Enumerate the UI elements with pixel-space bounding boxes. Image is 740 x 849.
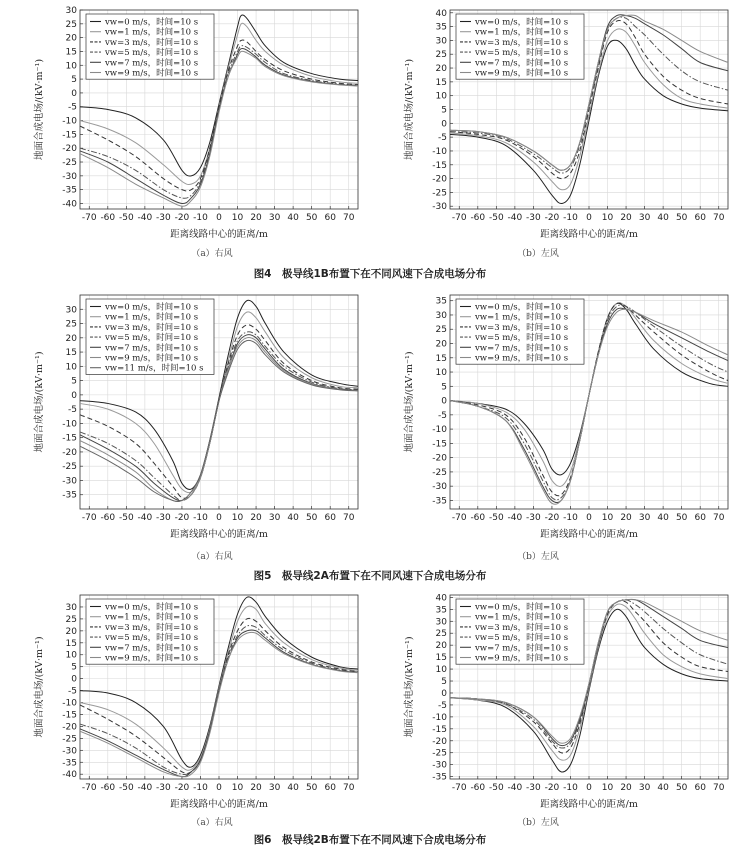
x-tick-label: 40 (657, 783, 669, 793)
y-tick-label: 0 (71, 390, 77, 401)
x-tick-label: 0 (216, 213, 222, 223)
x-axis-label: 距离线路中心的距离/m (170, 529, 268, 540)
y-tick-label: 10 (65, 362, 77, 373)
x-tick-label: 30 (268, 213, 281, 223)
chart-svg (0, 0, 370, 245)
x-tick-label: -10 (193, 783, 208, 793)
x-tick-label: 60 (324, 783, 336, 793)
legend-label: vw=5 m/s，时间=10 s (105, 633, 199, 644)
y-tick-label: -30 (432, 760, 447, 771)
x-tick-label: 30 (268, 513, 281, 523)
x-tick-label: -70 (81, 213, 97, 223)
y-tick-label: -35 (62, 758, 77, 769)
y-tick-label: 25 (435, 629, 447, 640)
chart-svg (0, 285, 370, 545)
x-tick-label: -50 (488, 513, 504, 523)
legend-label: vw=1 m/s，时间=10 s (105, 27, 199, 38)
x-tick-label: -40 (507, 783, 523, 793)
y-tick-label: -30 (62, 171, 77, 182)
legend-label: vw=11 m/s，时间=10 s (105, 363, 204, 374)
legend-label: vw=5 m/s，时间=10 s (475, 48, 569, 59)
y-axis-label: 地面合成电场/(kV·m⁻¹) (34, 58, 45, 161)
x-tick-label: 50 (675, 213, 688, 223)
y-tick-label: -20 (432, 736, 447, 747)
legend-label: vw=0 m/s，时间=10 s (475, 602, 569, 613)
legend-label: vw=9 m/s，时间=10 s (105, 653, 199, 664)
x-tick-label: 40 (657, 513, 669, 523)
legend-label: vw=5 m/s，时间=10 s (475, 633, 569, 644)
x-tick-label: -20 (174, 783, 190, 793)
y-tick-label: 0 (441, 688, 447, 699)
y-tick-label: 0 (441, 119, 447, 130)
y-tick-label: -20 (432, 174, 447, 185)
legend-label: vw=7 m/s，时间=10 s (105, 58, 199, 69)
y-tick-label: -25 (62, 158, 77, 169)
x-tick-label: -50 (488, 213, 504, 223)
legend-label: vw=0 m/s，时间=10 s (105, 17, 199, 28)
y-tick-label: 5 (71, 376, 77, 387)
y-tick-label: -5 (68, 405, 77, 416)
legend-label: vw=5 m/s，时间=10 s (475, 333, 569, 344)
x-tick-label: 50 (305, 213, 318, 223)
chart-panel (370, 585, 740, 815)
chart-panel (0, 585, 370, 815)
y-tick-label: -25 (62, 462, 77, 473)
x-tick-label: 60 (324, 213, 336, 223)
y-tick-label: -20 (62, 722, 77, 733)
y-tick-label: 15 (65, 638, 77, 649)
x-tick-label: -20 (174, 213, 190, 223)
y-tick-label: -35 (62, 490, 77, 501)
x-tick-label: 0 (586, 513, 592, 523)
x-tick-label: -30 (526, 513, 541, 523)
x-axis-label: 距离线路中心的距离/m (540, 529, 638, 540)
x-tick-label: 50 (305, 513, 318, 523)
x-tick-label: 10 (231, 783, 244, 793)
chart-svg (370, 585, 740, 815)
y-tick-label: -25 (432, 748, 447, 759)
legend-label: vw=3 m/s，时间=10 s (475, 322, 569, 333)
legend-label: vw=9 m/s，时间=10 s (105, 68, 199, 79)
x-tick-label: 20 (250, 513, 262, 523)
y-axis-label: 地面合成电场/(kV·m⁻¹) (34, 351, 45, 453)
x-tick-label: -60 (100, 783, 116, 793)
x-tick-label: -70 (451, 513, 467, 523)
y-tick-label: 10 (435, 665, 447, 676)
x-axis-label: 距离线路中心的距离/m (540, 799, 638, 810)
x-tick-label: 50 (675, 783, 688, 793)
x-tick-label: 0 (216, 783, 222, 793)
x-tick-label: 70 (713, 213, 725, 223)
y-tick-label: -15 (432, 724, 447, 735)
x-tick-label: -30 (156, 513, 171, 523)
x-tick-label: 10 (601, 783, 614, 793)
x-tick-label: -70 (81, 783, 97, 793)
x-tick-label: -50 (488, 783, 504, 793)
y-tick-label: 30 (435, 310, 447, 321)
legend-label: vw=1 m/s，时间=10 s (475, 612, 569, 623)
figure-6 (0, 585, 740, 849)
y-tick-label: -25 (62, 734, 77, 745)
x-tick-label: -30 (156, 213, 171, 223)
y-tick-label: 20 (435, 64, 447, 75)
y-tick-label: 30 (65, 6, 77, 16)
figure-caption: 图5 极导线2A布置下在不同风速下合成电场分布 (253, 570, 487, 582)
legend-label: vw=7 m/s，时间=10 s (105, 343, 199, 354)
x-tick-label: -50 (118, 513, 134, 523)
chart-panel (370, 0, 740, 245)
y-tick-label: -30 (62, 476, 77, 487)
legend-label: vw=3 m/s，时间=10 s (105, 622, 199, 633)
y-tick-label: -20 (432, 453, 447, 464)
y-tick-label: -10 (62, 116, 77, 127)
legend-label: vw=7 m/s，时间=10 s (105, 643, 199, 654)
x-tick-label: 10 (231, 513, 244, 523)
figure-4 (0, 0, 740, 285)
x-tick-label: -10 (563, 783, 578, 793)
x-tick-label: -10 (193, 213, 208, 223)
chart-panel (0, 285, 370, 545)
subcaption: （a）右风 (191, 552, 233, 562)
legend-label: vw=0 m/s，时间=10 s (475, 302, 569, 313)
x-axis-label: 距离线路中心的距离/m (170, 229, 268, 240)
x-tick-label: 20 (250, 783, 262, 793)
x-tick-label: -10 (193, 513, 208, 523)
y-tick-label: -15 (432, 439, 447, 450)
y-tick-label: 40 (435, 593, 447, 604)
x-tick-label: -50 (118, 783, 134, 793)
y-tick-label: -35 (432, 772, 447, 783)
legend-label: vw=5 m/s，时间=10 s (105, 333, 199, 344)
y-tick-label: -35 (432, 496, 447, 507)
legend-label: vw=3 m/s，时间=10 s (475, 622, 569, 633)
y-tick-label: 15 (435, 653, 447, 664)
y-tick-label: 10 (435, 91, 447, 102)
y-tick-label: -25 (432, 188, 447, 199)
subcaption: （b）左风 (517, 818, 559, 828)
y-tick-label: 0 (71, 88, 77, 99)
x-tick-label: -40 (137, 783, 153, 793)
x-tick-label: -30 (526, 213, 541, 223)
legend-label: vw=9 m/s，时间=10 s (475, 353, 569, 364)
y-tick-label: 25 (65, 614, 77, 625)
y-tick-label: 15 (65, 348, 77, 359)
y-tick-label: 5 (441, 105, 447, 116)
legend-label: vw=5 m/s，时间=10 s (105, 48, 199, 59)
y-tick-label: 15 (65, 47, 77, 58)
y-tick-label: -5 (438, 133, 447, 144)
x-tick-label: -20 (174, 513, 190, 523)
x-tick-label: 70 (713, 513, 725, 523)
x-tick-label: 60 (694, 513, 706, 523)
x-tick-label: -40 (137, 513, 153, 523)
x-tick-label: 20 (620, 783, 632, 793)
y-tick-label: 10 (435, 368, 447, 379)
x-tick-label: 30 (638, 213, 651, 223)
x-tick-label: 50 (305, 783, 318, 793)
y-tick-label: -5 (68, 686, 77, 697)
legend-label: vw=3 m/s，时间=10 s (105, 322, 199, 333)
x-tick-label: -70 (81, 513, 97, 523)
x-tick-label: -60 (100, 213, 116, 223)
chart-panel (0, 0, 370, 245)
x-tick-label: 70 (713, 783, 725, 793)
x-tick-label: -70 (451, 783, 467, 793)
y-tick-label: 35 (435, 22, 447, 33)
y-tick-label: 25 (65, 19, 77, 30)
subcaption: （a）右风 (191, 249, 233, 259)
x-tick-label: 30 (638, 783, 651, 793)
y-tick-label: 40 (435, 8, 447, 19)
y-tick-label: -10 (432, 425, 447, 436)
y-tick-label: -20 (62, 447, 77, 458)
y-tick-label: -25 (432, 467, 447, 478)
x-tick-label: -10 (563, 513, 578, 523)
figure-caption: 图6 极导线2B布置下在不同风速下合成电场分布 (253, 834, 487, 846)
x-tick-label: -60 (470, 513, 486, 523)
y-tick-label: -15 (62, 710, 77, 721)
chart-svg (370, 285, 740, 545)
legend-label: vw=9 m/s，时间=10 s (475, 653, 569, 664)
y-tick-label: 30 (65, 602, 77, 613)
y-tick-label: -10 (432, 146, 447, 157)
x-tick-label: 10 (601, 213, 614, 223)
x-axis-label: 距离线路中心的距离/m (540, 229, 638, 240)
x-tick-label: -40 (507, 213, 523, 223)
subcaption: （b）左风 (517, 552, 559, 562)
x-tick-label: 70 (343, 213, 355, 223)
subcaption: （a）右风 (191, 818, 233, 828)
figure-caption: 图4 极导线1B布置下在不同风速下合成电场分布 (253, 268, 487, 280)
x-tick-label: 40 (287, 213, 299, 223)
y-tick-label: 20 (65, 626, 77, 637)
y-tick-label: -5 (438, 410, 447, 421)
x-tick-label: 10 (601, 513, 614, 523)
legend-label: vw=7 m/s，时间=10 s (475, 343, 569, 354)
y-tick-label: 30 (435, 36, 447, 47)
legend-label: vw=1 m/s，时间=10 s (105, 612, 199, 623)
y-tick-label: -30 (432, 482, 447, 493)
x-axis-label: 距离线路中心的距离/m (170, 799, 268, 810)
x-tick-label: 0 (216, 513, 222, 523)
x-tick-label: 20 (620, 513, 632, 523)
figure-5 (0, 285, 740, 585)
legend-label: vw=3 m/s，时间=10 s (105, 37, 199, 48)
x-tick-label: -20 (544, 783, 560, 793)
x-tick-label: 60 (694, 213, 706, 223)
y-axis-label: 地面合成电场/(kV·m⁻¹) (34, 636, 45, 738)
x-tick-label: 50 (675, 513, 688, 523)
chart-svg (0, 585, 370, 815)
legend-label: vw=0 m/s，时间=10 s (475, 17, 569, 28)
chart-svg (370, 0, 740, 245)
y-tick-label: 35 (435, 296, 447, 307)
y-tick-label: -20 (62, 144, 77, 155)
chart-panel (370, 285, 740, 545)
y-tick-label: 25 (65, 319, 77, 330)
x-tick-label: -10 (563, 213, 578, 223)
y-tick-label: 30 (65, 305, 77, 316)
y-tick-label: 5 (441, 382, 447, 393)
x-tick-label: 70 (343, 783, 355, 793)
y-tick-label: 10 (65, 650, 77, 661)
x-tick-label: 10 (231, 213, 244, 223)
y-tick-label: 20 (65, 333, 77, 344)
y-tick-label: -30 (62, 746, 77, 757)
y-tick-label: 25 (435, 325, 447, 336)
x-tick-label: 30 (268, 783, 281, 793)
y-tick-label: -30 (432, 202, 447, 213)
y-tick-label: -15 (62, 130, 77, 141)
x-tick-label: 60 (694, 783, 706, 793)
x-tick-label: -30 (156, 783, 171, 793)
y-tick-label: 15 (435, 353, 447, 364)
y-tick-label: -40 (62, 199, 77, 210)
y-axis-label: 地面合成电场/(kV·m⁻¹) (404, 58, 415, 161)
y-tick-label: -40 (62, 770, 77, 781)
x-tick-label: 30 (638, 513, 651, 523)
x-tick-label: 60 (324, 513, 336, 523)
y-tick-label: -10 (62, 419, 77, 430)
legend-label: vw=0 m/s，时间=10 s (105, 302, 199, 313)
y-tick-label: 5 (441, 677, 447, 688)
legend-label: vw=1 m/s，时间=10 s (475, 27, 569, 38)
y-tick-label: 20 (65, 33, 77, 44)
y-tick-label: -15 (432, 160, 447, 171)
y-tick-label: 10 (65, 61, 77, 72)
y-tick-label: 20 (435, 339, 447, 350)
y-tick-label: 30 (435, 617, 447, 628)
y-tick-label: -5 (68, 102, 77, 113)
subcaption: （b）左风 (517, 249, 559, 259)
legend-label: vw=7 m/s，时间=10 s (475, 58, 569, 69)
legend-label: vw=1 m/s，时间=10 s (475, 312, 569, 323)
y-tick-label: 35 (435, 605, 447, 616)
x-tick-label: -60 (100, 513, 116, 523)
y-axis-label: 地面合成电场/(kV·m⁻¹) (404, 351, 415, 453)
y-tick-label: -5 (438, 700, 447, 711)
x-tick-label: 0 (586, 213, 592, 223)
x-tick-label: 20 (620, 213, 632, 223)
x-tick-label: -60 (470, 783, 486, 793)
y-tick-label: -35 (62, 185, 77, 196)
x-tick-label: -40 (507, 513, 523, 523)
x-tick-label: -50 (118, 213, 134, 223)
x-tick-label: 40 (287, 513, 299, 523)
x-tick-label: 40 (287, 783, 299, 793)
y-tick-label: 15 (435, 77, 447, 88)
y-tick-label: 5 (71, 662, 77, 673)
y-tick-label: 20 (435, 641, 447, 652)
legend-label: vw=0 m/s，时间=10 s (105, 602, 199, 613)
x-tick-label: -60 (470, 213, 486, 223)
x-tick-label: 20 (250, 213, 262, 223)
x-tick-label: -30 (526, 783, 541, 793)
x-tick-label: -20 (544, 213, 560, 223)
x-tick-label: -40 (137, 213, 153, 223)
legend-label: vw=3 m/s，时间=10 s (475, 37, 569, 48)
legend-label: vw=1 m/s，时间=10 s (105, 312, 199, 323)
x-tick-label: -70 (451, 213, 467, 223)
legend-label: vw=9 m/s，时间=10 s (475, 68, 569, 79)
y-tick-label: 5 (71, 75, 77, 86)
x-tick-label: 0 (586, 783, 592, 793)
y-tick-label: -10 (62, 698, 77, 709)
x-tick-label: -20 (544, 513, 560, 523)
legend-label: vw=7 m/s，时间=10 s (475, 643, 569, 654)
y-tick-label: -15 (62, 433, 77, 444)
y-axis-label: 地面合成电场/(kV·m⁻¹) (404, 636, 415, 738)
y-tick-label: 0 (71, 674, 77, 685)
y-tick-label: -10 (432, 712, 447, 723)
legend-label: vw=9 m/s，时间=10 s (105, 353, 199, 364)
y-tick-label: 0 (441, 396, 447, 407)
x-tick-label: 40 (657, 213, 669, 223)
x-tick-label: 70 (343, 513, 355, 523)
y-tick-label: 25 (435, 50, 447, 61)
